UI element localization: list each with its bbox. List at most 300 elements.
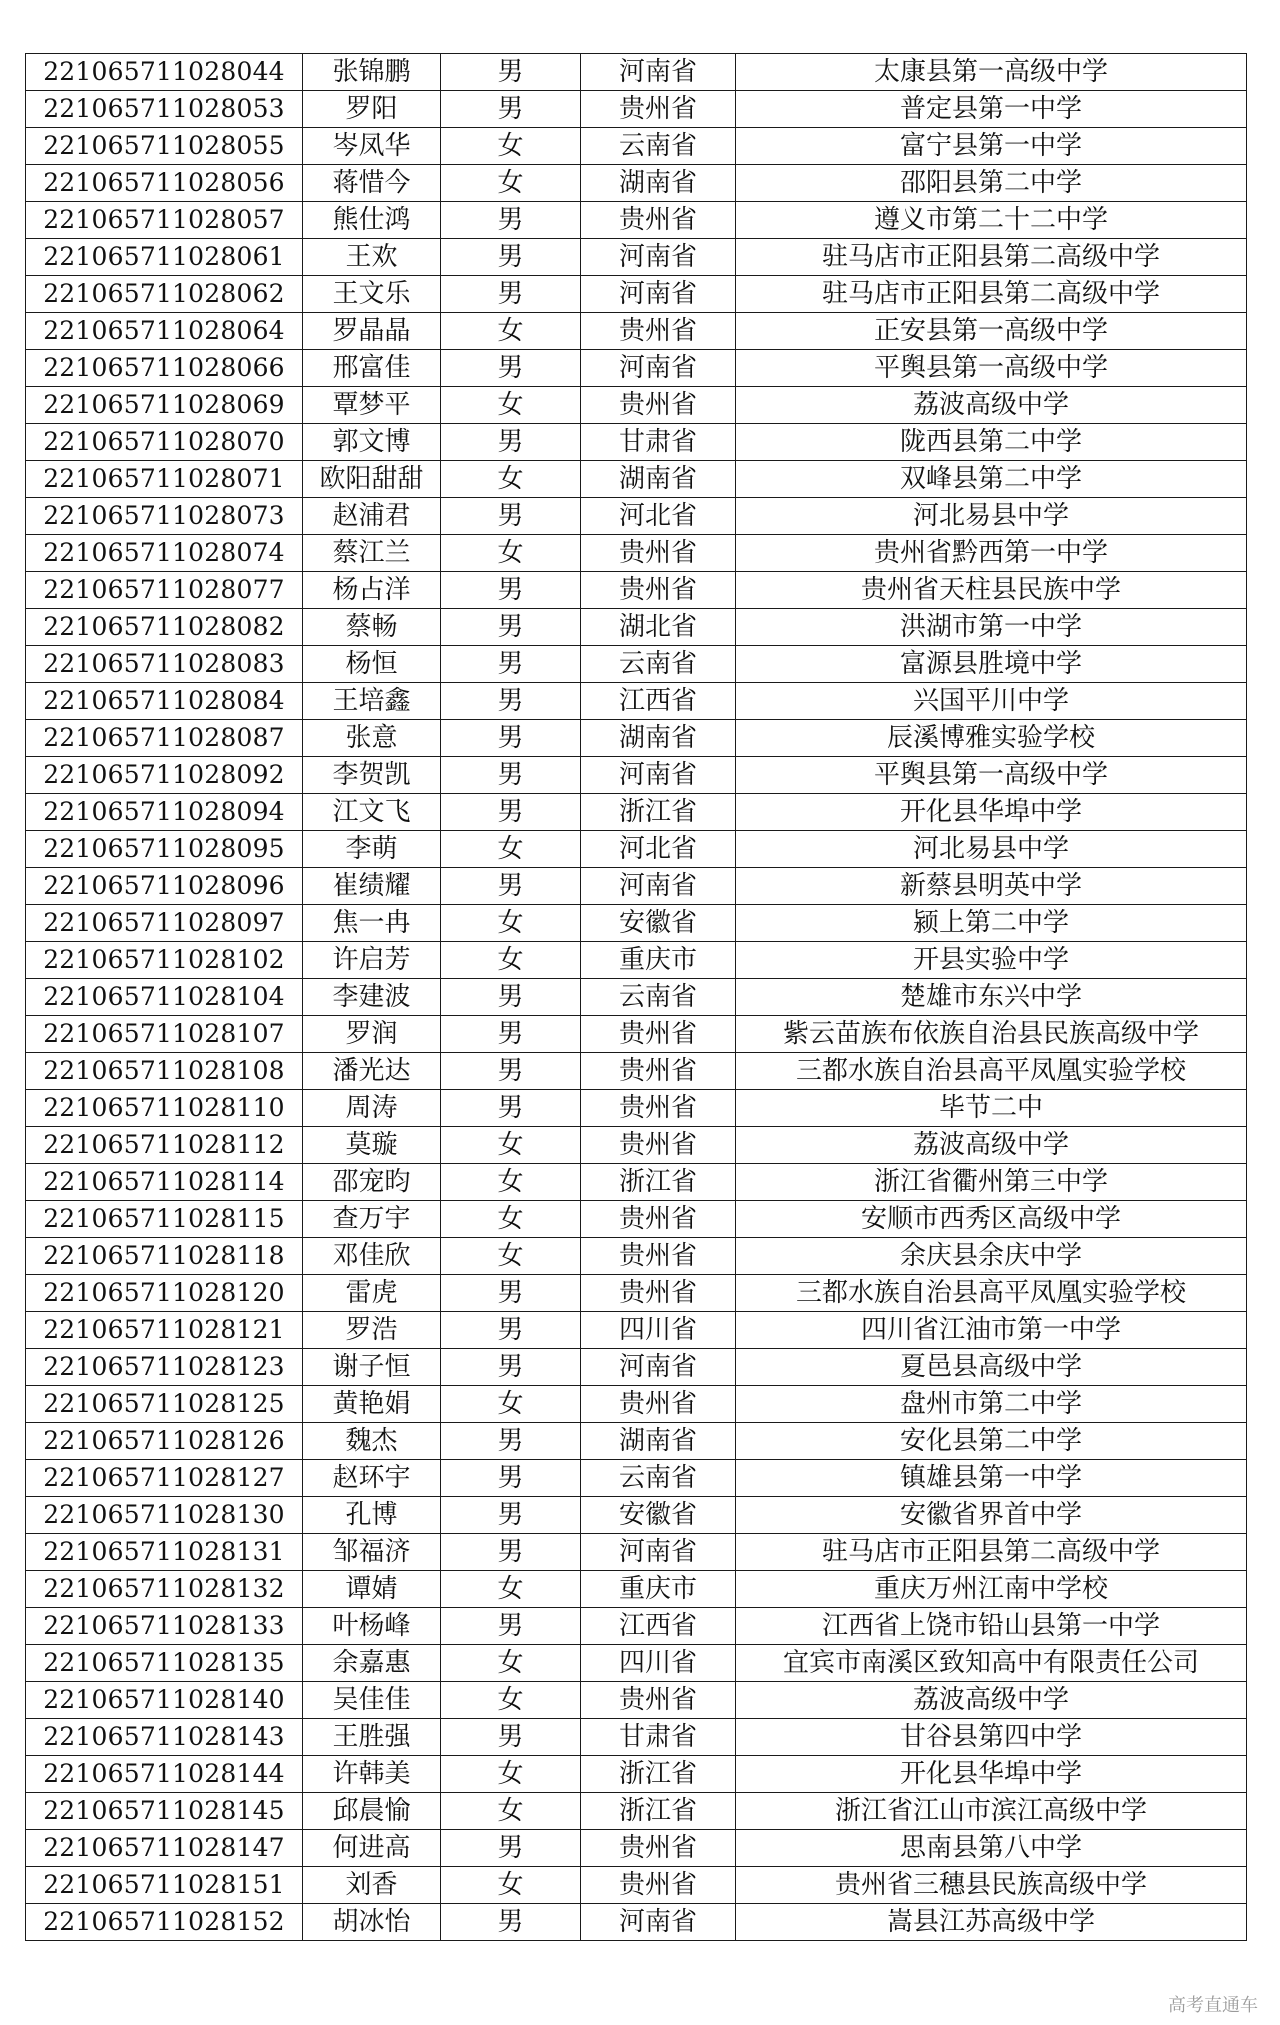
province-cell: 四川省 <box>581 1312 736 1349</box>
school-cell: 夏邑县高级中学 <box>736 1349 1247 1386</box>
school-cell: 新蔡县明英中学 <box>736 868 1247 905</box>
gender-cell: 男 <box>441 1423 581 1460</box>
gender-cell: 男 <box>441 239 581 276</box>
school-cell: 河北易县中学 <box>736 498 1247 535</box>
student-id-cell: 221065711028083 <box>26 646 303 683</box>
school-cell: 贵州省黔西第一中学 <box>736 535 1247 572</box>
student-name-cell: 叶杨峰 <box>303 1608 441 1645</box>
school-cell: 遵义市第二十二中学 <box>736 202 1247 239</box>
student-id-cell: 221065711028057 <box>26 202 303 239</box>
province-cell: 贵州省 <box>581 1275 736 1312</box>
table-row <box>26 1349 1247 1386</box>
province-cell: 贵州省 <box>581 535 736 572</box>
student-name-cell: 谭婧 <box>303 1571 441 1608</box>
province-cell: 云南省 <box>581 128 736 165</box>
table-row <box>26 498 1247 535</box>
student-id-cell: 221065711028108 <box>26 1053 303 1090</box>
province-cell: 河北省 <box>581 498 736 535</box>
school-cell: 贵州省三穗县民族高级中学 <box>736 1867 1247 1904</box>
student-id-cell: 221065711028147 <box>26 1830 303 1867</box>
school-cell: 三都水族自治县高平凤凰实验学校 <box>736 1275 1247 1312</box>
gender-cell: 女 <box>441 1386 581 1423</box>
gender-cell: 女 <box>441 1682 581 1719</box>
school-cell: 紫云苗族布依族自治县民族高级中学 <box>736 1016 1247 1053</box>
gender-cell: 男 <box>441 1460 581 1497</box>
school-cell: 浙江省江山市滨江高级中学 <box>736 1793 1247 1830</box>
province-cell: 云南省 <box>581 979 736 1016</box>
gender-cell: 男 <box>441 1312 581 1349</box>
table-row <box>26 1756 1247 1793</box>
student-id-cell: 221065711028115 <box>26 1201 303 1238</box>
table-row <box>26 1090 1247 1127</box>
gender-cell: 男 <box>441 1534 581 1571</box>
gender-cell: 男 <box>441 1719 581 1756</box>
province-cell: 安徽省 <box>581 1497 736 1534</box>
student-name-cell: 许韩美 <box>303 1756 441 1793</box>
student-name-cell: 邓佳欣 <box>303 1238 441 1275</box>
student-name-cell: 王培鑫 <box>303 683 441 720</box>
gender-cell: 女 <box>441 165 581 202</box>
school-cell: 重庆万州江南中学校 <box>736 1571 1247 1608</box>
province-cell: 贵州省 <box>581 1830 736 1867</box>
province-cell: 河南省 <box>581 757 736 794</box>
student-id-cell: 221065711028131 <box>26 1534 303 1571</box>
student-name-cell: 蔡江兰 <box>303 535 441 572</box>
gender-cell: 男 <box>441 757 581 794</box>
province-cell: 河南省 <box>581 54 736 91</box>
gender-cell: 男 <box>441 1275 581 1312</box>
school-cell: 太康县第一高级中学 <box>736 54 1247 91</box>
province-cell: 贵州省 <box>581 1053 736 1090</box>
school-cell: 驻马店市正阳县第二高级中学 <box>736 276 1247 313</box>
school-cell: 毕节二中 <box>736 1090 1247 1127</box>
gender-cell: 男 <box>441 1016 581 1053</box>
gender-cell: 女 <box>441 942 581 979</box>
student-id-cell: 221065711028074 <box>26 535 303 572</box>
student-id-cell: 221065711028064 <box>26 313 303 350</box>
gender-cell: 男 <box>441 1830 581 1867</box>
student-name-cell: 邹福济 <box>303 1534 441 1571</box>
table-row <box>26 1534 1247 1571</box>
province-cell: 浙江省 <box>581 794 736 831</box>
province-cell: 河南省 <box>581 276 736 313</box>
student-name-cell: 胡冰怡 <box>303 1904 441 1941</box>
province-cell: 浙江省 <box>581 1164 736 1201</box>
student-name-cell: 江文飞 <box>303 794 441 831</box>
student-id-cell: 221065711028120 <box>26 1275 303 1312</box>
gender-cell: 男 <box>441 91 581 128</box>
student-name-cell: 郭文博 <box>303 424 441 461</box>
province-cell: 安徽省 <box>581 905 736 942</box>
gender-cell: 女 <box>441 1127 581 1164</box>
table-body <box>26 54 1247 1941</box>
table-row <box>26 1053 1247 1090</box>
student-name-cell: 邢富佳 <box>303 350 441 387</box>
gender-cell: 男 <box>441 720 581 757</box>
gender-cell: 男 <box>441 1090 581 1127</box>
gender-cell: 女 <box>441 1201 581 1238</box>
school-cell: 贵州省天柱县民族中学 <box>736 572 1247 609</box>
table-row <box>26 979 1247 1016</box>
table-row <box>26 1275 1247 1312</box>
school-cell: 思南县第八中学 <box>736 1830 1247 1867</box>
student-name-cell: 余嘉惠 <box>303 1645 441 1682</box>
school-cell: 宜宾市南溪区致知高中有限责任公司 <box>736 1645 1247 1682</box>
school-cell: 开化县华埠中学 <box>736 1756 1247 1793</box>
student-name-cell: 赵环宇 <box>303 1460 441 1497</box>
student-id-cell: 221065711028096 <box>26 868 303 905</box>
province-cell: 浙江省 <box>581 1793 736 1830</box>
table-row <box>26 1386 1247 1423</box>
table-row <box>26 646 1247 683</box>
province-cell: 云南省 <box>581 646 736 683</box>
student-name-cell: 李萌 <box>303 831 441 868</box>
student-id-cell: 221065711028112 <box>26 1127 303 1164</box>
student-name-cell: 罗浩 <box>303 1312 441 1349</box>
school-cell: 嵩县江苏高级中学 <box>736 1904 1247 1941</box>
table-row <box>26 683 1247 720</box>
province-cell: 贵州省 <box>581 1238 736 1275</box>
school-cell: 江西省上饶市铅山县第一中学 <box>736 1608 1247 1645</box>
gender-cell: 男 <box>441 794 581 831</box>
student-id-cell: 221065711028121 <box>26 1312 303 1349</box>
table-row <box>26 1312 1247 1349</box>
gender-cell: 女 <box>441 1238 581 1275</box>
table-row <box>26 239 1247 276</box>
school-cell: 开县实验中学 <box>736 942 1247 979</box>
student-name-cell: 王文乐 <box>303 276 441 313</box>
gender-cell: 男 <box>441 979 581 1016</box>
school-cell: 盘州市第二中学 <box>736 1386 1247 1423</box>
student-id-cell: 221065711028140 <box>26 1682 303 1719</box>
student-name-cell: 魏杰 <box>303 1423 441 1460</box>
student-name-cell: 黄艳娟 <box>303 1386 441 1423</box>
table-row <box>26 535 1247 572</box>
student-name-cell: 杨占洋 <box>303 572 441 609</box>
table-row <box>26 1682 1247 1719</box>
gender-cell: 男 <box>441 276 581 313</box>
gender-cell: 女 <box>441 1164 581 1201</box>
student-id-cell: 221065711028077 <box>26 572 303 609</box>
province-cell: 湖南省 <box>581 165 736 202</box>
table-row <box>26 757 1247 794</box>
school-cell: 镇雄县第一中学 <box>736 1460 1247 1497</box>
student-id-cell: 221065711028143 <box>26 1719 303 1756</box>
student-id-cell: 221065711028151 <box>26 1867 303 1904</box>
gender-cell: 男 <box>441 350 581 387</box>
student-name-cell: 张意 <box>303 720 441 757</box>
student-name-cell: 欧阳甜甜 <box>303 461 441 498</box>
student-name-cell: 罗晶晶 <box>303 313 441 350</box>
table-row <box>26 1164 1247 1201</box>
student-id-cell: 221065711028152 <box>26 1904 303 1941</box>
student-name-cell: 覃梦平 <box>303 387 441 424</box>
school-cell: 荔波高级中学 <box>736 1682 1247 1719</box>
table-row <box>26 387 1247 424</box>
gender-cell: 女 <box>441 905 581 942</box>
student-name-cell: 岑凤华 <box>303 128 441 165</box>
gender-cell: 男 <box>441 498 581 535</box>
student-id-cell: 221065711028084 <box>26 683 303 720</box>
student-name-cell: 张锦鹏 <box>303 54 441 91</box>
table-row <box>26 276 1247 313</box>
student-id-cell: 221065711028095 <box>26 831 303 868</box>
school-cell: 正安县第一高级中学 <box>736 313 1247 350</box>
student-id-cell: 221065711028087 <box>26 720 303 757</box>
school-cell: 安化县第二中学 <box>736 1423 1247 1460</box>
school-cell: 陇西县第二中学 <box>736 424 1247 461</box>
province-cell: 江西省 <box>581 1608 736 1645</box>
student-id-cell: 221065711028102 <box>26 942 303 979</box>
table-row <box>26 609 1247 646</box>
gender-cell: 男 <box>441 1904 581 1941</box>
province-cell: 浙江省 <box>581 1756 736 1793</box>
province-cell: 湖北省 <box>581 609 736 646</box>
gender-cell: 男 <box>441 1053 581 1090</box>
student-id-cell: 221065711028114 <box>26 1164 303 1201</box>
school-cell: 富源县胜境中学 <box>736 646 1247 683</box>
gender-cell: 女 <box>441 1645 581 1682</box>
student-id-cell: 221065711028073 <box>26 498 303 535</box>
gender-cell: 女 <box>441 128 581 165</box>
province-cell: 河南省 <box>581 1349 736 1386</box>
province-cell: 重庆市 <box>581 942 736 979</box>
table-row <box>26 942 1247 979</box>
province-cell: 贵州省 <box>581 1090 736 1127</box>
table-row <box>26 794 1247 831</box>
province-cell: 贵州省 <box>581 1127 736 1164</box>
province-cell: 湖南省 <box>581 720 736 757</box>
province-cell: 江西省 <box>581 683 736 720</box>
student-id-cell: 221065711028053 <box>26 91 303 128</box>
student-id-cell: 221065711028133 <box>26 1608 303 1645</box>
student-id-cell: 221065711028125 <box>26 1386 303 1423</box>
province-cell: 甘肃省 <box>581 424 736 461</box>
student-name-cell: 雷虎 <box>303 1275 441 1312</box>
province-cell: 贵州省 <box>581 572 736 609</box>
gender-cell: 男 <box>441 202 581 239</box>
student-name-cell: 查万宇 <box>303 1201 441 1238</box>
student-name-cell: 孔博 <box>303 1497 441 1534</box>
student-name-cell: 杨恒 <box>303 646 441 683</box>
school-cell: 余庆县余庆中学 <box>736 1238 1247 1275</box>
table-row <box>26 831 1247 868</box>
province-cell: 贵州省 <box>581 1016 736 1053</box>
gender-cell: 女 <box>441 387 581 424</box>
gender-cell: 女 <box>441 313 581 350</box>
student-id-cell: 221065711028055 <box>26 128 303 165</box>
student-id-cell: 221065711028110 <box>26 1090 303 1127</box>
student-id-cell: 221065711028097 <box>26 905 303 942</box>
school-cell: 荔波高级中学 <box>736 1127 1247 1164</box>
province-cell: 四川省 <box>581 1645 736 1682</box>
school-cell: 楚雄市东兴中学 <box>736 979 1247 1016</box>
student-id-cell: 221065711028123 <box>26 1349 303 1386</box>
province-cell: 重庆市 <box>581 1571 736 1608</box>
student-id-cell: 221065711028126 <box>26 1423 303 1460</box>
gender-cell: 女 <box>441 535 581 572</box>
student-name-cell: 何进高 <box>303 1830 441 1867</box>
table-row <box>26 1127 1247 1164</box>
table-row <box>26 1904 1247 1941</box>
gender-cell: 男 <box>441 1349 581 1386</box>
student-id-cell: 221065711028094 <box>26 794 303 831</box>
student-id-cell: 221065711028144 <box>26 1756 303 1793</box>
table-row <box>26 54 1247 91</box>
school-cell: 甘谷县第四中学 <box>736 1719 1247 1756</box>
gender-cell: 男 <box>441 646 581 683</box>
student-name-cell: 邱晨愉 <box>303 1793 441 1830</box>
student-list-table <box>25 53 1247 1941</box>
gender-cell: 男 <box>441 609 581 646</box>
table-row <box>26 905 1247 942</box>
school-cell: 平舆县第一高级中学 <box>736 757 1247 794</box>
student-id-cell: 221065711028107 <box>26 1016 303 1053</box>
province-cell: 贵州省 <box>581 1386 736 1423</box>
province-cell: 贵州省 <box>581 91 736 128</box>
table-row <box>26 128 1247 165</box>
student-id-cell: 221065711028145 <box>26 1793 303 1830</box>
student-name-cell: 邵宠昀 <box>303 1164 441 1201</box>
school-cell: 荔波高级中学 <box>736 387 1247 424</box>
student-name-cell: 罗润 <box>303 1016 441 1053</box>
province-cell: 河南省 <box>581 239 736 276</box>
student-name-cell: 蔡畅 <box>303 609 441 646</box>
province-cell: 贵州省 <box>581 1201 736 1238</box>
province-cell: 河北省 <box>581 831 736 868</box>
student-name-cell: 罗阳 <box>303 91 441 128</box>
student-name-cell: 吴佳佳 <box>303 1682 441 1719</box>
table-row <box>26 1867 1247 1904</box>
province-cell: 贵州省 <box>581 387 736 424</box>
province-cell: 湖南省 <box>581 461 736 498</box>
student-id-cell: 221065711028118 <box>26 1238 303 1275</box>
school-cell: 邵阳县第二中学 <box>736 165 1247 202</box>
table-row <box>26 720 1247 757</box>
school-cell: 洪湖市第一中学 <box>736 609 1247 646</box>
school-cell: 河北易县中学 <box>736 831 1247 868</box>
gender-cell: 女 <box>441 1571 581 1608</box>
school-cell: 颍上第二中学 <box>736 905 1247 942</box>
student-name-cell: 潘光达 <box>303 1053 441 1090</box>
table-row <box>26 1238 1247 1275</box>
gender-cell: 男 <box>441 868 581 905</box>
student-id-cell: 221065711028056 <box>26 165 303 202</box>
gender-cell: 男 <box>441 1608 581 1645</box>
table-row <box>26 1497 1247 1534</box>
school-cell: 驻马店市正阳县第二高级中学 <box>736 1534 1247 1571</box>
table-row <box>26 91 1247 128</box>
table-row <box>26 1608 1247 1645</box>
student-id-cell: 221065711028130 <box>26 1497 303 1534</box>
watermark-text: 高考直通车 <box>1168 1995 1258 2016</box>
table-row <box>26 1016 1247 1053</box>
gender-cell: 女 <box>441 1756 581 1793</box>
student-name-cell: 王胜强 <box>303 1719 441 1756</box>
province-cell: 河南省 <box>581 350 736 387</box>
table-row <box>26 461 1247 498</box>
school-cell: 普定县第一中学 <box>736 91 1247 128</box>
student-name-cell: 许启芳 <box>303 942 441 979</box>
table-row <box>26 424 1247 461</box>
table-row <box>26 572 1247 609</box>
school-cell: 三都水族自治县高平凤凰实验学校 <box>736 1053 1247 1090</box>
student-id-cell: 221065711028070 <box>26 424 303 461</box>
table-row <box>26 1645 1247 1682</box>
gender-cell: 男 <box>441 54 581 91</box>
student-id-cell: 221065711028071 <box>26 461 303 498</box>
student-id-cell: 221065711028066 <box>26 350 303 387</box>
student-name-cell: 周涛 <box>303 1090 441 1127</box>
student-name-cell: 赵浦君 <box>303 498 441 535</box>
school-cell: 开化县华埠中学 <box>736 794 1247 831</box>
gender-cell: 女 <box>441 1793 581 1830</box>
school-cell: 安徽省界首中学 <box>736 1497 1247 1534</box>
gender-cell: 男 <box>441 424 581 461</box>
gender-cell: 女 <box>441 1867 581 1904</box>
gender-cell: 男 <box>441 683 581 720</box>
gender-cell: 男 <box>441 1497 581 1534</box>
province-cell: 云南省 <box>581 1460 736 1497</box>
school-cell: 安顺市西秀区高级中学 <box>736 1201 1247 1238</box>
school-cell: 兴国平川中学 <box>736 683 1247 720</box>
student-name-cell: 李建波 <box>303 979 441 1016</box>
province-cell: 贵州省 <box>581 1682 736 1719</box>
table-row <box>26 313 1247 350</box>
school-cell: 富宁县第一中学 <box>736 128 1247 165</box>
student-id-cell: 221065711028127 <box>26 1460 303 1497</box>
student-id-cell: 221065711028082 <box>26 609 303 646</box>
table-row <box>26 350 1247 387</box>
province-cell: 贵州省 <box>581 1867 736 1904</box>
school-cell: 平舆县第一高级中学 <box>736 350 1247 387</box>
table-row <box>26 202 1247 239</box>
province-cell: 湖南省 <box>581 1423 736 1460</box>
student-name-cell: 熊仕鸿 <box>303 202 441 239</box>
province-cell: 河南省 <box>581 1534 736 1571</box>
student-name-cell: 崔绩耀 <box>303 868 441 905</box>
student-name-cell: 李贺凯 <box>303 757 441 794</box>
student-id-cell: 221065711028104 <box>26 979 303 1016</box>
table-row <box>26 1571 1247 1608</box>
gender-cell: 男 <box>441 572 581 609</box>
student-id-cell: 221065711028092 <box>26 757 303 794</box>
table-row <box>26 1793 1247 1830</box>
student-id-cell: 221065711028069 <box>26 387 303 424</box>
school-cell: 双峰县第二中学 <box>736 461 1247 498</box>
table-row <box>26 1460 1247 1497</box>
table-row <box>26 1201 1247 1238</box>
school-cell: 辰溪博雅实验学校 <box>736 720 1247 757</box>
student-id-cell: 221065711028132 <box>26 1571 303 1608</box>
student-name-cell: 焦一冉 <box>303 905 441 942</box>
province-cell: 甘肃省 <box>581 1719 736 1756</box>
province-cell: 贵州省 <box>581 313 736 350</box>
student-name-cell: 谢子恒 <box>303 1349 441 1386</box>
table-row <box>26 868 1247 905</box>
student-id-cell: 221065711028135 <box>26 1645 303 1682</box>
student-id-cell: 221065711028061 <box>26 239 303 276</box>
table-row <box>26 1830 1247 1867</box>
province-cell: 河南省 <box>581 1904 736 1941</box>
student-id-cell: 221065711028044 <box>26 54 303 91</box>
student-id-cell: 221065711028062 <box>26 276 303 313</box>
table-row <box>26 165 1247 202</box>
student-name-cell: 刘香 <box>303 1867 441 1904</box>
school-cell: 驻马店市正阳县第二高级中学 <box>736 239 1247 276</box>
table-row <box>26 1423 1247 1460</box>
school-cell: 浙江省衢州第三中学 <box>736 1164 1247 1201</box>
